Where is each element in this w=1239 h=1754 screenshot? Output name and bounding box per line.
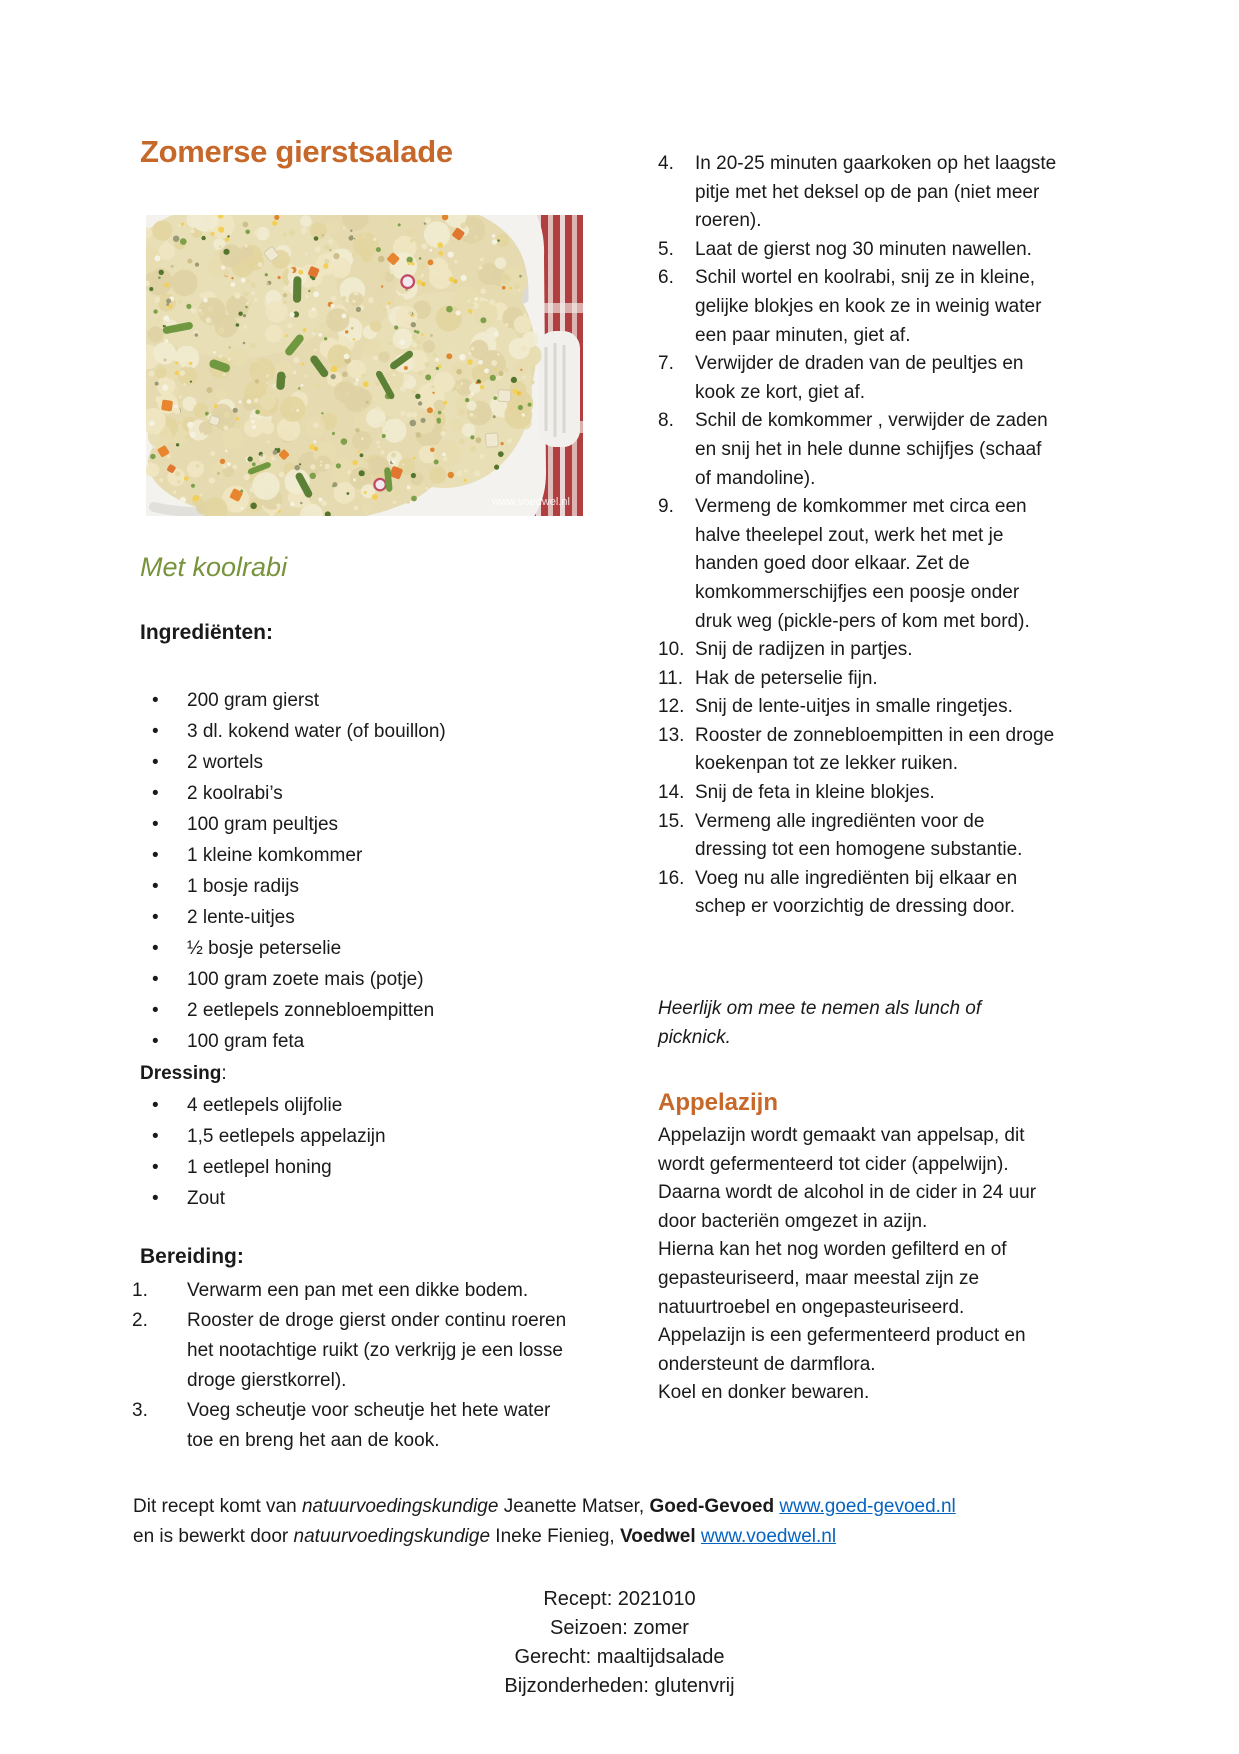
step-text: Rooster de droge gierst onder continu roeren het nootachtige ruikt (zo verkrijg je een losse droge gierstkorrel). — [187, 1310, 567, 1391]
step-number: 4. — [658, 153, 674, 174]
step-text: Hak de peterselie fijn. — [695, 667, 878, 689]
step-item — [658, 350, 1058, 407]
step-text: Snij de radijzen in partjes. — [695, 639, 913, 661]
info-sentence: Daarna wordt de alcohol in de cider in 24 uur door bacteriën omgezet in azijn. — [658, 1182, 1037, 1232]
step-text: Vermeng de komkommer met circa een halve theelepel zout, werk het met je handen goed door elkaar. Zet de komkommerschijfjes een poosje onder druk weg (pickle-pers of kom met bord). — [695, 496, 1030, 632]
ingredient-item: • 100 gram zoete mais (potje) — [140, 964, 570, 995]
step-item — [658, 407, 1058, 493]
info-heading: Appelazijn — [658, 1089, 779, 1117]
step-text: Vermeng alle ingrediënten voor de dressing tot een homogene substantie. — [695, 810, 1023, 861]
step-text: Schil de komkommer , verwijder de zaden en snij het in hele dunne schijfjes (schaaf of mandoline). — [695, 410, 1048, 489]
step-item — [658, 493, 1058, 636]
step-text: Voeg nu alle ingrediënten bij elkaar en schep er voorzichtig de dressing door. — [695, 867, 1018, 918]
step-number: 14. — [658, 782, 685, 804]
step-number: 9. — [658, 496, 674, 518]
ingredient-item: • 100 gram peultjes — [140, 809, 570, 840]
ingredient-item: • ½ bosje peterselie — [140, 933, 570, 964]
voedwel-link[interactable]: www.voedwel.nl — [700, 1526, 837, 1547]
ingredients-list — [140, 685, 570, 1057]
dressing-list — [140, 1090, 570, 1214]
step-item — [658, 264, 1058, 350]
footer-text: en is bewerkt door — [133, 1526, 294, 1547]
info-sentence: Appelazijn wordt gemaakt van appelsap, dit wordt gefermenteerd tot cider (appelwijn). — [658, 1125, 1025, 1175]
info-body — [658, 1122, 1058, 1408]
ingredient-item: • 2 lente-uitjes — [140, 902, 570, 933]
footer-text-bold: Goed-Gevoed — [649, 1496, 775, 1517]
attribution-footer — [133, 1492, 963, 1552]
step-number: 13. — [658, 724, 685, 746]
ingredient-item: • 2 wortels — [140, 747, 570, 778]
step-number: 12. — [658, 696, 685, 718]
step-number: 15. — [658, 810, 685, 832]
ingredient-item: • 1 bosje radijs — [140, 871, 570, 902]
ingredient-item: • 100 gram feta — [140, 1026, 570, 1057]
ingredient-item: • 200 gram gierst — [140, 685, 570, 716]
step-item — [132, 1306, 570, 1396]
meta-season: Seizoen: zomer — [550, 1617, 689, 1639]
meta-recipe-number: Recept: 2021010 — [543, 1588, 696, 1610]
step-item — [658, 236, 1058, 265]
dressing-item: • 4 eetlepels olijfolie — [140, 1090, 570, 1121]
step-item — [658, 865, 1058, 922]
step-item — [658, 636, 1058, 665]
dressing-heading — [140, 1059, 570, 1088]
preparation-steps-right — [658, 150, 1058, 922]
left-column — [132, 132, 570, 1456]
step-number: 11. — [658, 667, 684, 689]
salad-photo-illustration — [146, 215, 583, 516]
ingredients-heading: Ingrediënten: — [140, 621, 274, 644]
step-text: Voeg scheutje voor scheutje het hete water toe en breng het aan de kook. — [187, 1400, 551, 1451]
step-text: Schil wortel en koolrabi, snij ze in kleine, gelijke blokjes en kook ze in weinig water een paar minuten, giet af. — [695, 267, 1042, 346]
step-item — [658, 722, 1058, 779]
step-text: Verwijder de draden van de peultjes en kook ze kort, giet af. — [695, 353, 1024, 403]
ingredient-item: • 3 dl. kokend water (of bouillon) — [140, 716, 570, 747]
step-number: 7. — [658, 353, 674, 375]
step-number: 16. — [658, 867, 685, 889]
footer-text: Ineke Fienieg, — [490, 1526, 620, 1547]
dressing-heading-word: Dressing — [140, 1063, 222, 1084]
footer-text: Jeanette Matser, — [498, 1496, 650, 1517]
ingredient-item: • 2 koolrabi’s — [140, 778, 570, 809]
step-text: Rooster de zonnebloempitten in een droge koekenpan tot ze lekker ruiken. — [695, 724, 1055, 775]
footer-text-italic: natuurvoedingskundige — [301, 1496, 499, 1517]
step-number: 8. — [658, 410, 674, 432]
footer-text-italic: natuurvoedingskundige — [293, 1526, 491, 1547]
right-column — [658, 150, 1058, 1408]
meta-special: Bijzonderheden: glutenvrij — [504, 1675, 735, 1697]
goed-gevoed-link[interactable]: www.goed-gevoed.nl — [779, 1496, 956, 1517]
step-number: 1. — [132, 1280, 148, 1301]
page-title: Zomerse gierstsalade — [140, 134, 453, 169]
step-item — [658, 808, 1058, 865]
ingredient-item: • 2 eetlepels zonnebloempitten — [140, 995, 570, 1026]
step-item — [658, 693, 1058, 722]
step-item — [658, 665, 1058, 694]
photo-watermark: www.voedwel.nl — [491, 496, 570, 508]
dressing-heading-colon: : — [221, 1063, 227, 1084]
dish-handle — [538, 331, 580, 447]
info-sentence: Koel en donker bewaren. — [658, 1382, 870, 1404]
step-text: Snij de feta in kleine blokjes. — [695, 782, 935, 804]
step-number: 6. — [658, 267, 674, 289]
footer-text: Dit recept komt van — [133, 1496, 302, 1517]
step-number: 2. — [132, 1310, 148, 1331]
step-item — [658, 779, 1058, 808]
footer-text-bold: Voedwel — [619, 1526, 696, 1547]
step-number: 3. — [132, 1400, 148, 1421]
dressing-item: • 1,5 eetlepels appelazijn — [140, 1121, 570, 1152]
step-item — [658, 150, 1058, 236]
preparation-heading: Bereiding: — [140, 1245, 244, 1268]
recipe-subtitle: Met koolrabi — [140, 552, 288, 582]
info-sentence: Appelazijn is een gefermenteerd product en ondersteunt de darmflora. — [658, 1325, 1026, 1375]
step-text: In 20-25 minuten gaarkoken op het laagste pitje met het deksel op de pan (niet meer roeren). — [695, 153, 1057, 232]
step-text: Verwarm een pan met een dikke bodem. — [187, 1280, 529, 1301]
step-number: 5. — [658, 238, 674, 260]
step-item — [132, 1276, 570, 1306]
recipe-meta — [0, 1585, 1239, 1701]
dressing-item: • 1 eetlepel honing — [140, 1152, 570, 1183]
serving-note: Heerlijk om mee te nemen als lunch of picknick. — [658, 998, 982, 1049]
info-sentence: Hierna kan het nog worden gefilterd en of gepasteuriseerd, maar meestal zijn ze natuurtroebel en ongepasteuriseerd. — [658, 1239, 1007, 1318]
step-number: 10. — [658, 639, 685, 661]
dressing-item: • Zout — [140, 1183, 570, 1214]
step-item — [132, 1396, 570, 1456]
ingredient-item: • 1 kleine komkommer — [140, 840, 570, 871]
step-text: Snij de lente-uitjes in smalle ringetjes. — [695, 696, 1013, 718]
meta-dish-type: Gerecht: maaltijdsalade — [514, 1646, 725, 1668]
preparation-steps-left — [132, 1276, 570, 1456]
recipe-photo — [146, 215, 583, 516]
step-text: Laat de gierst nog 30 minuten nawellen. — [695, 238, 1032, 260]
